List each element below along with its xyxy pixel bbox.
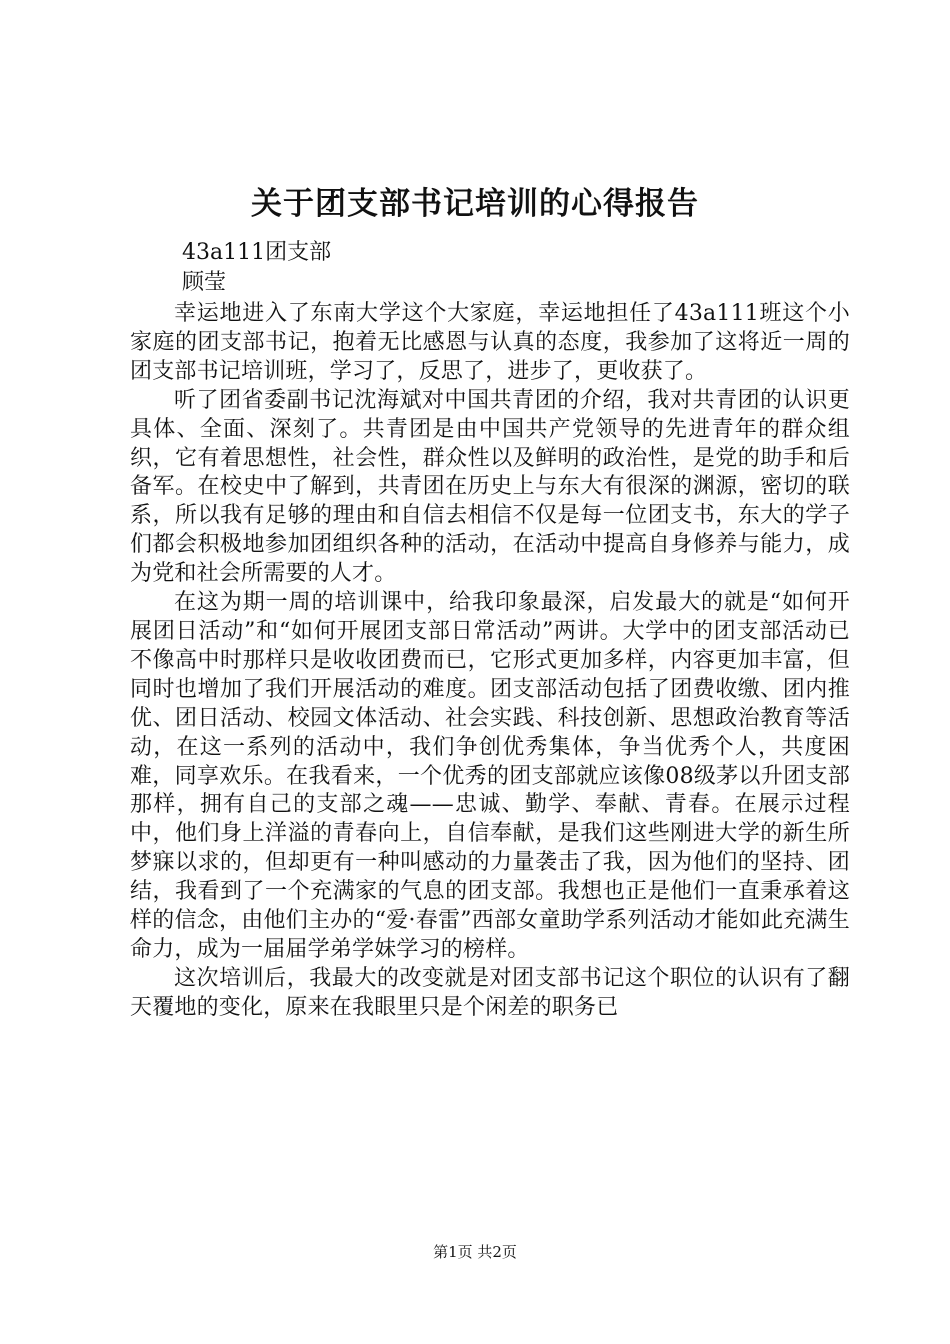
paragraph: 听了团省委副书记沈海斌对中国共青团的介绍，我对共青团的认识更具体、全面、深刻了。共青团是由中国共产党领导的先进青年的群众组织，它有着思想性，社会性，群众性以及鲜明的政治性，是党的助手和后备军。在校史中了解到，共青团在历史上与东大有很深的渊源，密切的联系，所以我有足够的理由和自信去相信不仅是每一位团支书，东大的学子们都会积极地参加团组织各种的活动，在活动中提高自身修养与能力，成为党和社会所需要的人才。 [130, 387, 850, 587]
class-line: 43a111团支部 [182, 240, 332, 265]
document-body [130, 300, 850, 1023]
paragraph: 在这为期一周的培训课中，给我印象最深，启发最大的就是“如何开展团日活动”和“如何开展团支部日常活动”两讲。大学中的团支部活动已不像高中时那样只是收收团费而已，它形式更加多样，内容更加丰富，但同时也增加了我们开展活动的难度。团支部活动包括了团费收缴、团内推优、团日活动、校园文体活动、社会实践、科技创新、思想政治教育等活动，在这一系列的活动中，我们争创优秀集体，争当优秀个人，共度困难，同享欢乐。在我看来，一个优秀的团支部就应该像08级茅以升团支部那样，拥有自己的支部之魂——忠诚、勤学、奉献、青春。在展示过程中，他们身上洋溢的青春向上，自信奉献，是我们这些刚进大学的新生所梦寐以求的，但却更有一种叫感动的力量袭击了我，因为他们的坚持、团结，我看到了一个充满家的气息的团支部。我想也正是他们一直秉承着这样的信念，由他们主办的“爱·春雷”西部女童助学系列活动才能如此充满生命力，成为一届届学弟学妹学习的榜样。 [130, 590, 850, 962]
author-name: 顾莹 [182, 270, 227, 295]
paragraph: 这次培训后，我最大的改变就是对团支部书记这个职位的认识有了翻天覆地的变化，原来在我眼里只是个闲差的职务已 [130, 965, 850, 1020]
page-footer: 第1页 共2页 [433, 1243, 517, 1261]
paragraph: 幸运地进入了东南大学这个大家庭，幸运地担任了43a111班这个小家庭的团支部书记，抱着无比感恩与认真的态度，我参加了这将近一周的团支部书记培训班，学习了，反思了，进步了，更收获了。 [130, 301, 850, 384]
document-title: 关于团支部书记培训的心得报告 [251, 186, 699, 222]
